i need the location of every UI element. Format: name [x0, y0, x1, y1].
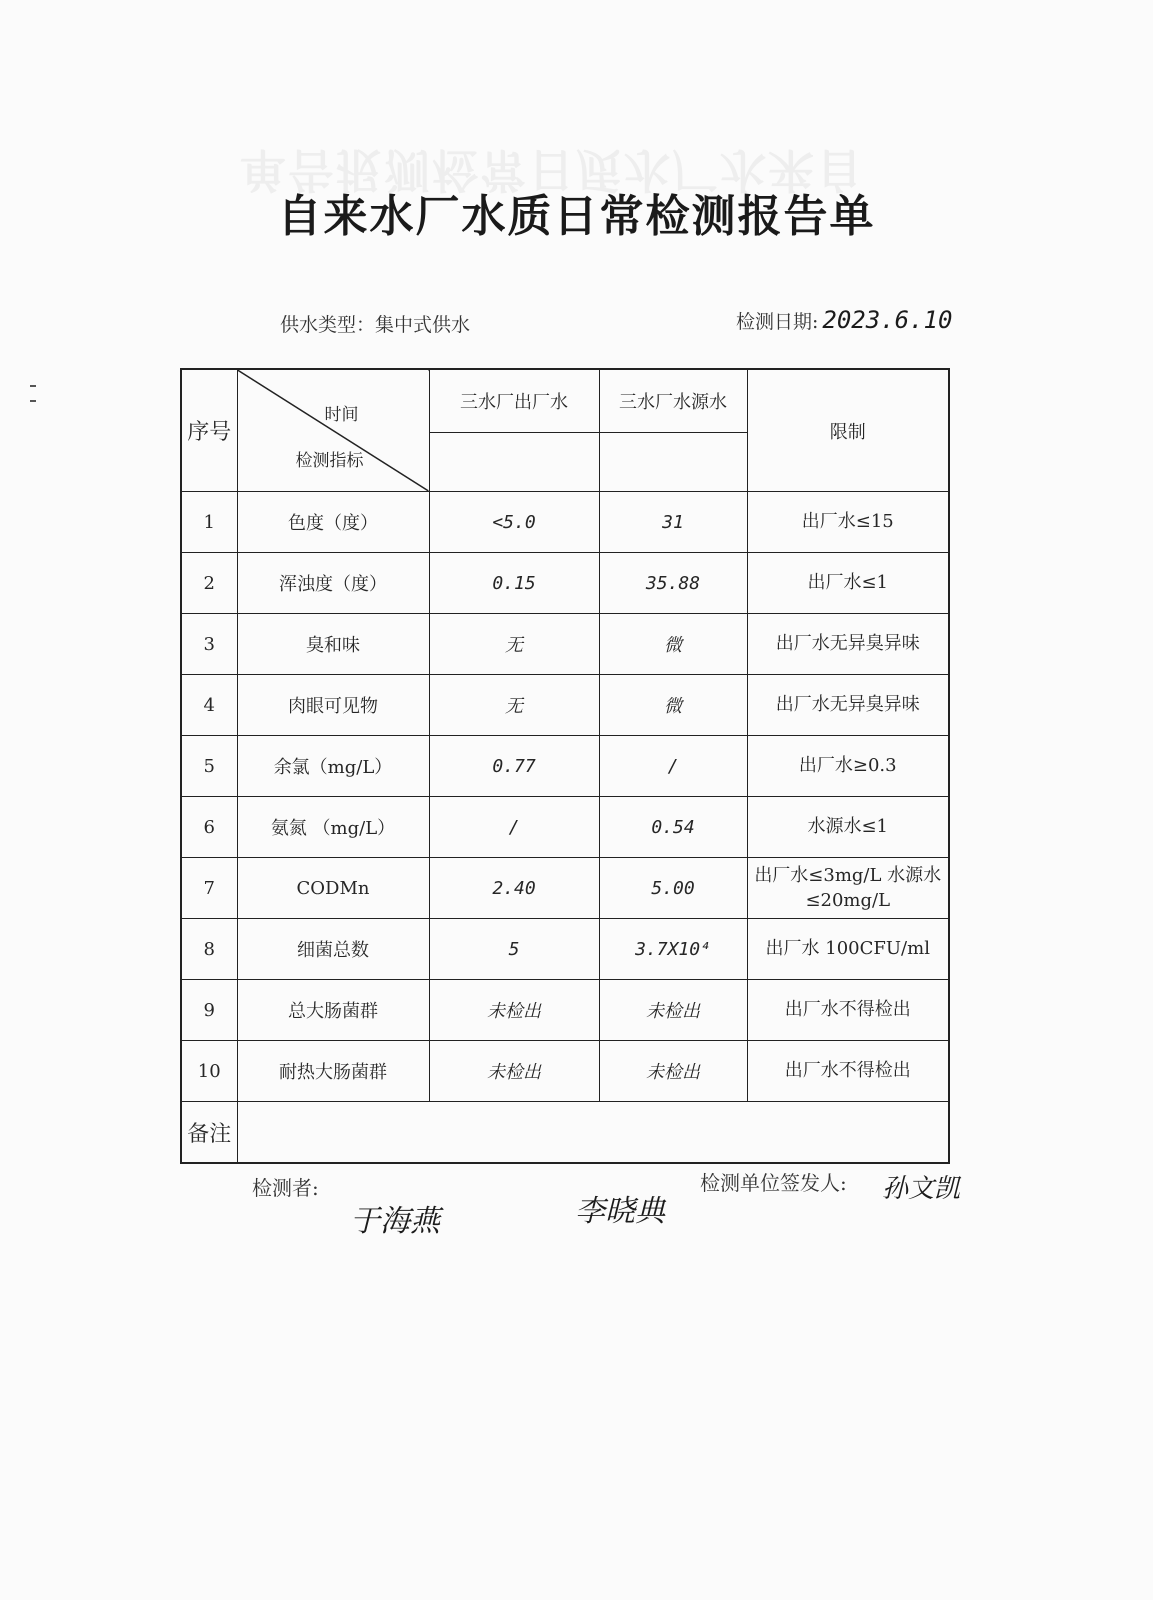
source-value: 未检出 [599, 980, 747, 1041]
source-column-header: 三水厂水源水 [599, 369, 747, 433]
source-value: / [599, 736, 747, 797]
source-value: 5.00 [599, 858, 747, 919]
test-date-value: 2023.6.10 [822, 306, 953, 334]
source-value: 微 [599, 614, 747, 675]
diagonal-header-cell [237, 369, 429, 492]
limit-value: 出厂水无异臭异味 [747, 614, 949, 675]
time-header: 时间 [324, 405, 359, 425]
tester-signature-2: 李晓典 [575, 1194, 665, 1229]
remark-label: 备注 [181, 1102, 237, 1164]
outlet-value: 0.77 [429, 736, 599, 797]
limit-value: 水源水≤1 [747, 797, 949, 858]
tester-label: 检测者: [252, 1176, 319, 1200]
outlet-subheader-empty [429, 433, 599, 492]
indicator-name: 氨氮 （mg/L） [237, 797, 429, 858]
test-date [736, 306, 952, 334]
issuer-signature: 孙文凯 [882, 1174, 961, 1204]
indicator-name: 余氯（mg/L） [237, 736, 429, 797]
indicator-header: 检测指标 [295, 451, 364, 471]
report-title: 自来水厂水质日常检测报告单 [277, 191, 876, 242]
indicator-name: 肉眼可见物 [237, 675, 429, 736]
indicator-name: CODMn [237, 858, 429, 919]
supply-type: 供水类型：集中式供水 [280, 314, 471, 336]
outlet-value: / [429, 797, 599, 858]
table-row [181, 980, 949, 1041]
outlet-column-header: 三水厂出厂水 [429, 369, 599, 433]
outlet-value: 0.15 [429, 553, 599, 614]
remark-row [181, 1102, 949, 1164]
outlet-value: 5 [429, 919, 599, 980]
row-number: 9 [181, 980, 237, 1041]
indicator-name: 臭和味 [237, 614, 429, 675]
limit-header: 限制 [747, 369, 949, 492]
row-number: 5 [181, 736, 237, 797]
scan-speck [30, 385, 36, 387]
indicator-name: 浑浊度（度） [237, 553, 429, 614]
test-date-label: 检测日期: [736, 311, 819, 333]
source-subheader-empty [599, 433, 747, 492]
row-number: 6 [181, 797, 237, 858]
limit-value: 出厂水≤1 [747, 553, 949, 614]
table-row [181, 492, 949, 553]
outlet-value: 未检出 [429, 980, 599, 1041]
limit-value: 出厂水不得检出 [747, 1041, 949, 1102]
table-row [181, 797, 949, 858]
report-table [180, 368, 950, 1164]
row-number: 2 [181, 553, 237, 614]
row-number: 4 [181, 675, 237, 736]
indicator-name: 总大肠菌群 [237, 980, 429, 1041]
seq-header: 序号 [181, 369, 237, 492]
outlet-value: 2.40 [429, 858, 599, 919]
outlet-value: 无 [429, 614, 599, 675]
row-number: 3 [181, 614, 237, 675]
limit-value: 出厂水不得检出 [747, 980, 949, 1041]
row-number: 8 [181, 919, 237, 980]
bleed-through-title: 单告报测检常日质水厂水来自 [240, 143, 864, 197]
outlet-value: 未检出 [429, 1041, 599, 1102]
table-row [181, 675, 949, 736]
indicator-name: 细菌总数 [237, 919, 429, 980]
row-number: 10 [181, 1041, 237, 1102]
table-row [181, 919, 949, 980]
limit-value: 出厂水≤3mg/L 水源水≤20mg/L [747, 858, 949, 919]
table-row [181, 614, 949, 675]
limit-value: 出厂水≤15 [747, 492, 949, 553]
remark-content [237, 1102, 949, 1164]
source-value: 未检出 [599, 1041, 747, 1102]
indicator-name: 色度（度） [237, 492, 429, 553]
outlet-value: <5.0 [429, 492, 599, 553]
limit-value: 出厂水≥0.3 [747, 736, 949, 797]
table-row [181, 553, 949, 614]
table-row [181, 736, 949, 797]
issuer-label: 检测单位签发人: [700, 1171, 847, 1195]
scan-speck [30, 400, 36, 402]
source-value: 微 [599, 675, 747, 736]
row-number: 1 [181, 492, 237, 553]
source-value: 35.88 [599, 553, 747, 614]
indicator-name: 耐热大肠菌群 [237, 1041, 429, 1102]
source-value: 3.7X10⁴ [599, 919, 747, 980]
source-value: 31 [599, 492, 747, 553]
row-number: 7 [181, 858, 237, 919]
limit-value: 出厂水无异臭异味 [747, 675, 949, 736]
tester-signature-1: 于海燕 [350, 1204, 440, 1239]
limit-value: 出厂水 100CFU/ml [747, 919, 949, 980]
table-row [181, 1041, 949, 1102]
source-value: 0.54 [599, 797, 747, 858]
table-row [181, 858, 949, 919]
outlet-value: 无 [429, 675, 599, 736]
